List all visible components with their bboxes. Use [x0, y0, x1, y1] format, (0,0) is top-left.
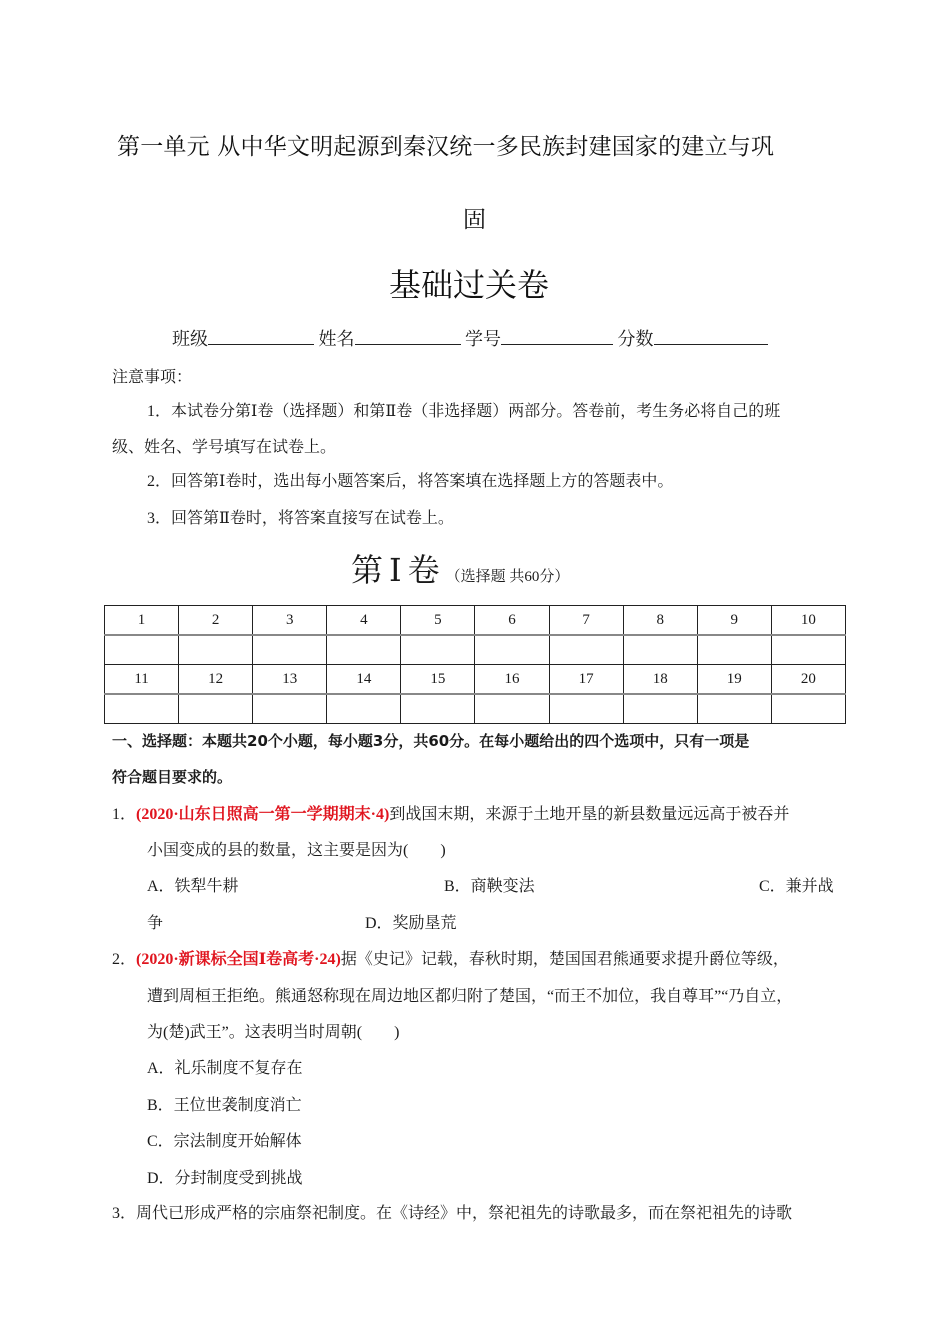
question-number-cell: 3 [253, 606, 327, 636]
question-number-cell: 17 [549, 665, 623, 695]
answer-cell[interactable] [549, 694, 623, 724]
question-2-stem-line3: 为(楚)武王”。这表明当时周朝( ) [147, 1024, 400, 1041]
question-2-stem: 据《史记》记载，春秋时期，楚国国君熊通要求提升爵位等级， [340, 951, 789, 968]
volume-note: （选择题 共60分） [445, 569, 570, 585]
question-2-source: (2020·新课标全国Ⅰ卷高考·24) [136, 951, 341, 968]
question-number-cell: 13 [253, 665, 327, 695]
answer-cell[interactable] [475, 635, 549, 665]
volume-label: 第Ⅰ卷 [351, 552, 446, 588]
question-number-cell: 9 [697, 606, 771, 636]
section-instructions-line2: 符合题目要求的。 [112, 768, 233, 786]
answer-cell[interactable] [253, 635, 327, 665]
document-subtitle: 基础过关卷 [389, 266, 550, 304]
question-2-stem-line2: 遭到周桓王拒绝。熊通怒称现在周边地区都归附了楚国，“而王不加位，我自尊耳”“乃自立， [147, 988, 793, 1005]
answer-cell[interactable] [327, 694, 401, 724]
question-number-cell: 5 [401, 606, 475, 636]
name-label: 姓名 [318, 329, 355, 349]
question-1-option-b[interactable]: B．商鞅变法 [444, 878, 535, 895]
volume-header [351, 545, 569, 591]
question-number-cell: 18 [623, 665, 697, 695]
question-2-option-b[interactable]: B．王位世袭制度消亡 [147, 1097, 302, 1114]
question-2-line1 [112, 946, 789, 969]
question-1-source: (2020·山东日照高一第一学期期末·4) [136, 806, 390, 823]
answer-cell[interactable] [697, 694, 771, 724]
question-number-cell: 20 [771, 665, 845, 695]
student-id-field[interactable] [501, 328, 613, 345]
section-instructions-line1: 一、选择题：本题共20个小题，每小题3分，共60分。在每小题给出的四个选项中，只有一项是 [112, 732, 750, 750]
answer-cell[interactable] [697, 635, 771, 665]
answer-cell[interactable] [327, 635, 401, 665]
question-number-cell: 2 [179, 606, 253, 636]
score-field[interactable] [654, 328, 768, 345]
question-3-line1 [112, 1200, 792, 1223]
student-info-row [172, 325, 768, 351]
answer-cell[interactable] [623, 694, 697, 724]
answer-cell[interactable] [105, 635, 179, 665]
question-2-option-d[interactable]: D．分封制度受到挑战 [147, 1170, 303, 1187]
question-1-option-d[interactable]: D．奖励垦荒 [365, 915, 457, 932]
question-1-option-c[interactable]: C．兼并战 [759, 878, 834, 895]
answer-cell[interactable] [475, 694, 549, 724]
question-1-option-c-continued[interactable]: 争 [147, 915, 164, 932]
note-item-3: 3．回答第Ⅱ卷时，将答案直接写在试卷上。 [147, 510, 454, 527]
class-field[interactable] [208, 328, 314, 345]
question-3-stem: 周代已形成严格的宗庙祭祀制度。在《诗经》中，祭祀祖先的诗歌最多，而在祭祀祖先的诗歌 [136, 1205, 793, 1222]
answer-cell[interactable] [253, 694, 327, 724]
question-number-cell: 11 [105, 665, 179, 695]
question-number-cell: 1 [105, 606, 179, 636]
question-number-cell: 12 [179, 665, 253, 695]
answer-table-answer-row-2 [105, 694, 846, 724]
answer-cell[interactable] [401, 694, 475, 724]
question-1-stem-line2: 小国变成的县的数量，这主要是因为( ) [147, 842, 446, 859]
notes-heading: 注意事项： [112, 369, 193, 386]
student-id-label: 学号 [465, 329, 501, 349]
document-title-line2: 固 [463, 207, 487, 233]
question-number-cell: 10 [771, 606, 845, 636]
question-1-stem: 到战国末期，来源于土地开垦的新县数量远远高于被吞并 [389, 806, 790, 823]
answer-cell[interactable] [771, 694, 845, 724]
answer-cell[interactable] [771, 635, 845, 665]
question-3-number: 3． [112, 1205, 137, 1222]
answer-cell[interactable] [549, 635, 623, 665]
question-1-option-a[interactable]: A．铁犁牛耕 [147, 878, 239, 895]
class-label: 班级 [172, 329, 208, 349]
answer-cell[interactable] [401, 635, 475, 665]
note-item-2: 2．回答第Ⅰ卷时，选出每小题答案后，将答案填在选择题上方的答题表中。 [147, 473, 674, 490]
question-number-cell: 16 [475, 665, 549, 695]
question-number-cell: 19 [697, 665, 771, 695]
score-label: 分数 [617, 329, 654, 349]
question-number-cell: 7 [549, 606, 623, 636]
document-title-line1: 第一单元 从中华文明起源到秦汉统一多民族封建国家的建立与巩 [117, 134, 775, 160]
answer-cell[interactable] [105, 694, 179, 724]
question-2-option-a[interactable]: A．礼乐制度不复存在 [147, 1060, 303, 1077]
answer-table [104, 605, 846, 724]
question-number-cell: 4 [327, 606, 401, 636]
note-item-1-line1: 1．本试卷分第Ⅰ卷（选择题）和第Ⅱ卷（非选择题）两部分。答卷前，考生务必将自己的班 [147, 403, 781, 420]
question-number-cell: 14 [327, 665, 401, 695]
answer-cell[interactable] [179, 635, 253, 665]
answer-table-answer-row-1 [105, 635, 846, 665]
question-1-number: 1． [112, 806, 137, 823]
question-1-line1 [112, 801, 789, 824]
question-2-option-c[interactable]: C．宗法制度开始解体 [147, 1133, 302, 1150]
question-number-cell: 15 [401, 665, 475, 695]
answer-cell[interactable] [179, 694, 253, 724]
answer-cell[interactable] [623, 635, 697, 665]
answer-table-number-row-1 [105, 606, 846, 636]
question-number-cell: 6 [475, 606, 549, 636]
name-field[interactable] [355, 328, 461, 345]
question-2-number: 2． [112, 951, 137, 968]
answer-table-number-row-2 [105, 665, 846, 695]
note-item-1-line2: 级、姓名、学号填写在试卷上。 [112, 439, 337, 456]
question-number-cell: 8 [623, 606, 697, 636]
